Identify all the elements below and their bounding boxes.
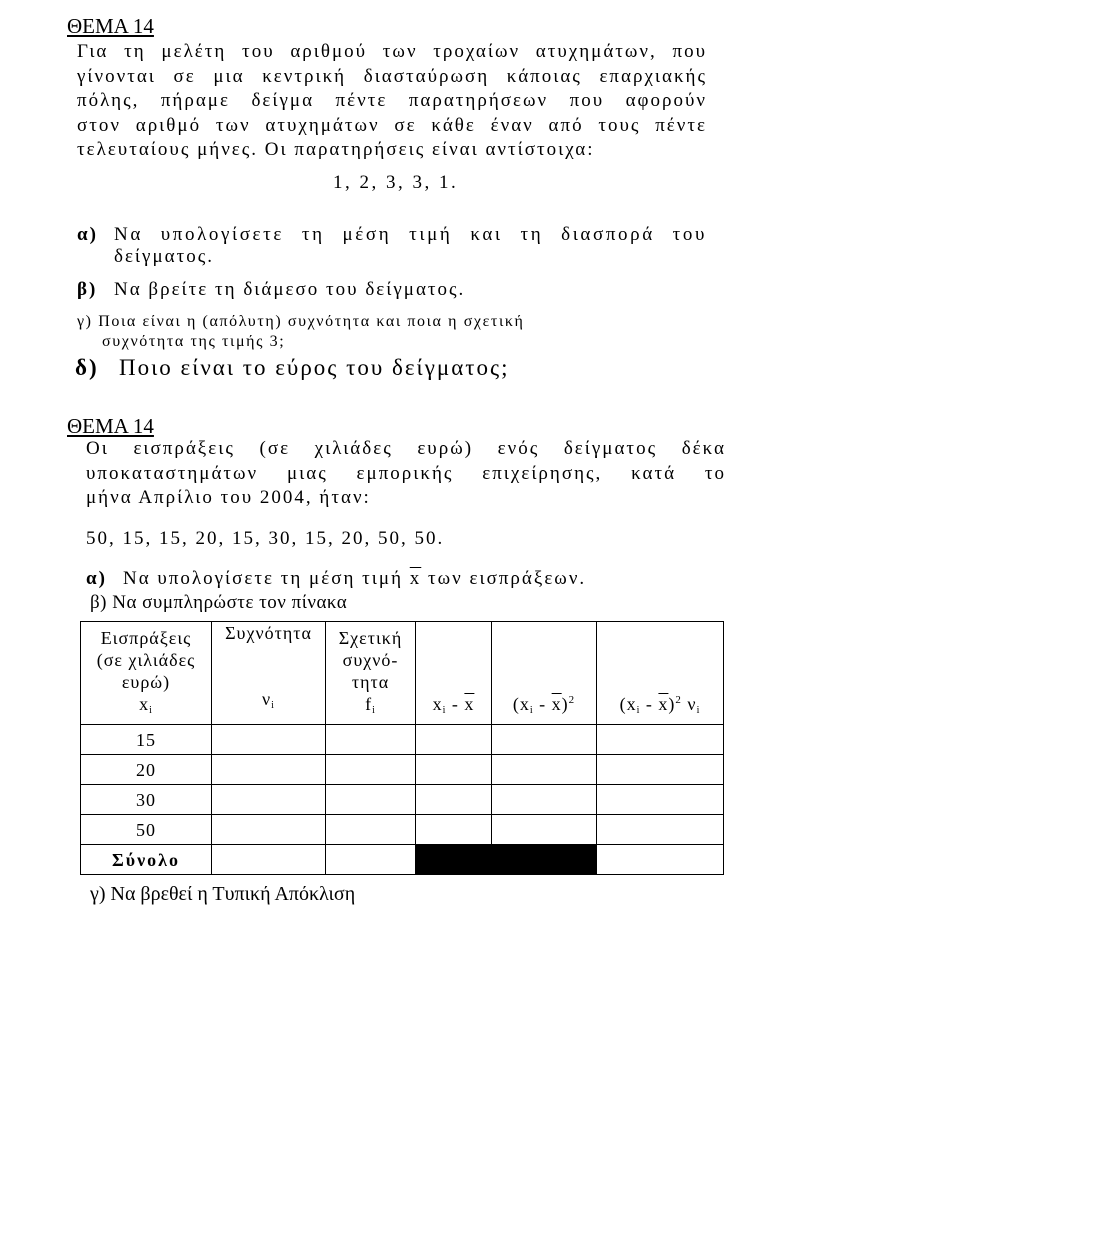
table-cell: [597, 755, 724, 785]
symbol: f: [365, 694, 373, 714]
question-text-cont: δείγματος.: [114, 246, 214, 267]
table-cell: [416, 785, 492, 815]
table-cell: [326, 785, 416, 815]
mean-symbol: $\overline{x}$: [658, 694, 669, 714]
table-cell: [597, 845, 724, 875]
symbol: (x: [619, 694, 637, 714]
question-b-2: β) Να συμπληρώστε τον πίνακα: [90, 592, 348, 613]
operator: -: [533, 694, 552, 714]
table-row: [81, 725, 724, 755]
question-text: Να υπολογίσετε τη μέση τιμή: [123, 568, 404, 589]
mean-symbol: $\overline{x}$: [464, 694, 475, 714]
header-text: συχνό-: [342, 650, 399, 670]
text-line: γίνονται σε μια κεντρική διασταύρωση κάποιας επαρχιακής: [77, 65, 707, 87]
blacked-cell: [492, 845, 597, 875]
text-line: υποκαταστημάτων μιας εμπορικής επιχείρησης, κατά το: [86, 462, 726, 484]
revenue-data: 50, 15, 15, 20, 15, 30, 15, 20, 50, 50.: [86, 528, 445, 549]
operator: -: [640, 694, 659, 714]
header-text: τητα: [351, 672, 390, 692]
table-cell: [597, 815, 724, 845]
header-frequency: [212, 622, 326, 725]
table-cell: [492, 785, 597, 815]
question-text: Να υπολογίσετε τη μέση τιμή και τη διασπορά του: [114, 224, 707, 245]
question-text: γ) Ποια είναι η (απόλυτη) συχνότητα και ποια η σχετική: [77, 313, 525, 330]
subscript: i: [696, 705, 701, 716]
question-text-cont: συχνότητα της τιμής 3;: [102, 333, 286, 350]
header-weighted-squared-deviation: [597, 622, 724, 725]
table-cell: [326, 725, 416, 755]
total-label: Σύνολο: [81, 845, 212, 875]
subscript: i: [636, 705, 641, 716]
text-line: στον αριθμό των ατυχημάτων σε κάθε έναν από τους πέντε: [77, 114, 707, 136]
question-label: β): [77, 279, 98, 300]
problem-1-text: [77, 40, 707, 163]
table-header-row: [81, 622, 724, 725]
frequency-table: [80, 621, 724, 875]
observations-data: 1, 2, 3, 3, 1.: [333, 172, 459, 193]
table-cell: [326, 755, 416, 785]
text-line: τελευταίους μήνες. Οι παρατηρήσεις είναι αντίστοιχα:: [77, 139, 595, 160]
section-title-2: ΘΕΜΑ 14: [67, 414, 154, 438]
table-cell: [326, 815, 416, 845]
question-label: α): [86, 568, 107, 589]
table-row: [81, 815, 724, 845]
symbol: x: [432, 694, 443, 714]
header-deviation: [416, 622, 492, 725]
question-text: Να βρείτε τη διάμεσο του δείγματος.: [114, 279, 466, 300]
header-text: Συχνότητα: [225, 623, 312, 643]
table-cell: [492, 815, 597, 845]
table-cell: 30: [81, 785, 212, 815]
symbol: ): [668, 694, 676, 714]
table-cell: 15: [81, 725, 212, 755]
problem-2-text: [86, 437, 726, 511]
section-title-1: ΘΕΜΑ 14: [67, 14, 154, 38]
question-c-2: γ) Να βρεθεί η Τυπική Απόκλιση: [90, 883, 356, 905]
symbol: x: [139, 694, 150, 714]
question-a-1: [77, 224, 707, 268]
table-cell: [492, 755, 597, 785]
header-text: Εισπράξεις: [100, 628, 192, 648]
table-cell: [597, 785, 724, 815]
text-line: πόλης, πήραμε δείγμα πέντε παρατηρήσεων που αφορούν: [77, 90, 707, 111]
subscript: i: [271, 700, 275, 711]
question-text: Ποιο είναι το εύρος του δείγματος;: [119, 355, 510, 380]
question-text-cont: των εισπράξεων.: [428, 568, 587, 589]
symbol: (x: [512, 694, 530, 714]
table-cell: [212, 845, 326, 875]
table-total-row: [81, 845, 724, 875]
symbol: ν: [681, 694, 697, 714]
header-text: Σχετική: [338, 628, 403, 648]
subscript: i: [529, 705, 534, 716]
subscript: i: [149, 705, 153, 716]
table-cell: [326, 845, 416, 875]
table-cell: [416, 815, 492, 845]
table-cell: 50: [81, 815, 212, 845]
table-cell: [212, 725, 326, 755]
superscript: 2: [675, 694, 682, 706]
symbol: ν: [262, 689, 272, 709]
question-label: δ): [75, 355, 99, 380]
text-line: Για τη μελέτη του αριθμού των τροχαίων ατυχημάτων, που: [77, 41, 707, 62]
superscript: 2: [568, 694, 576, 706]
question-d-1: [75, 355, 510, 381]
question-c-1: [77, 311, 525, 353]
table-cell: [212, 785, 326, 815]
table-cell: [212, 815, 326, 845]
blacked-cell: [416, 845, 492, 875]
table-row: [81, 785, 724, 815]
header-revenue: [81, 622, 212, 725]
text-line: Οι εισπράξεις (σε χιλιάδες ευρώ) ενός δείγματος δέκα: [86, 438, 726, 459]
mean-symbol: $\overline{x}$: [409, 568, 422, 589]
table-cell: [597, 725, 724, 755]
table-cell: [492, 725, 597, 755]
header-text: ευρώ): [121, 672, 171, 692]
header-relative-frequency: [326, 622, 416, 725]
question-label: α): [77, 224, 98, 245]
text-line: μήνα Απρίλιο του 2004, ήταν:: [86, 487, 371, 508]
header-text: (σε χιλιάδες: [96, 650, 196, 670]
header-squared-deviation: [492, 622, 597, 725]
table-cell: [416, 755, 492, 785]
table-cell: 20: [81, 755, 212, 785]
table-row: [81, 755, 724, 785]
mean-symbol: $\overline{x}$: [551, 694, 562, 714]
subscript: i: [442, 705, 447, 716]
subscript: i: [372, 705, 376, 716]
question-b-1: [77, 279, 465, 301]
question-a-2: [86, 568, 586, 590]
table-cell: [416, 725, 492, 755]
operator: -: [446, 694, 465, 714]
table-cell: [212, 755, 326, 785]
symbol: ): [561, 694, 569, 714]
